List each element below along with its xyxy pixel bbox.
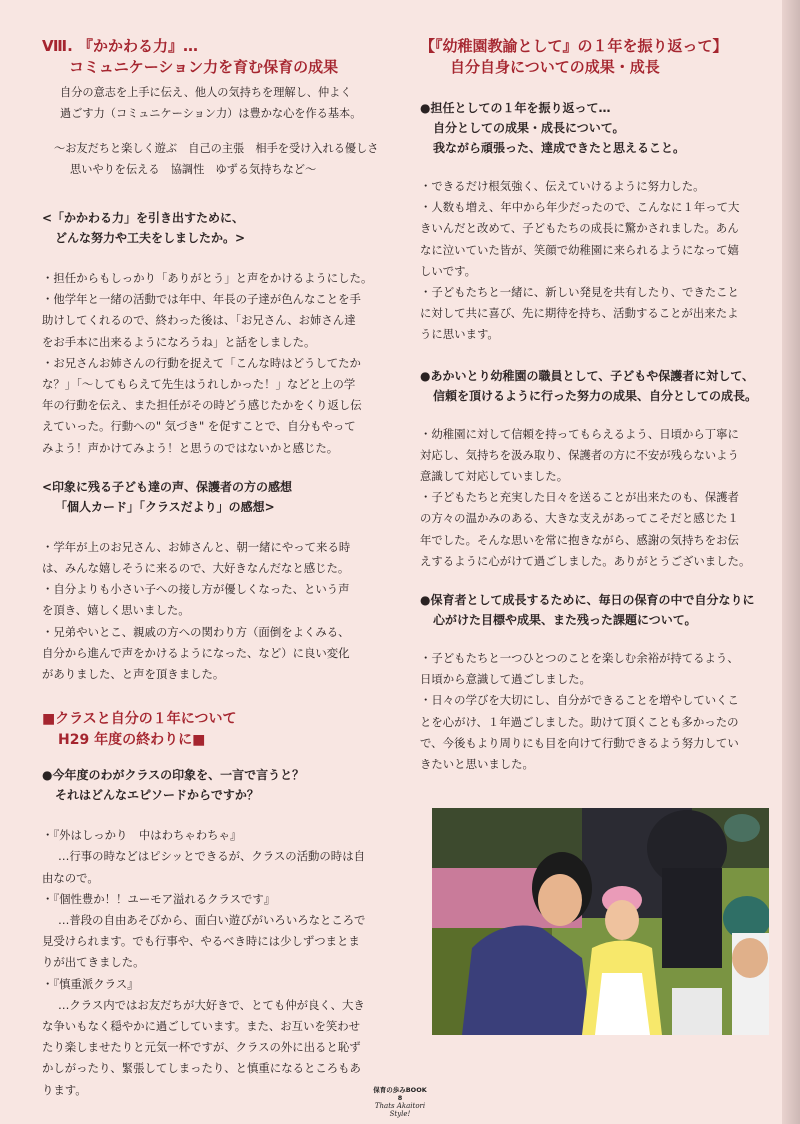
class-section-heading-line2: H29 年度の終わりに■	[58, 732, 206, 749]
body-line: ・日々の学びを大切にし、自分ができることを増やしていくこ	[420, 693, 739, 708]
body-line: 見受けられます。でも行事や、やるべき時には少しずつまとま	[42, 934, 360, 949]
body-line: 年でした。そんな思いを常に抱きながら、感謝の気持ちをお伝	[420, 532, 739, 547]
right-q1-heading-line3: 我ながら頑張った、達成できたと思えること。	[433, 141, 686, 155]
body-line: 意識して対応していました。	[420, 469, 569, 484]
class-section-heading-line1: ■クラスと自分の１年について	[42, 711, 237, 728]
body-line: うに思います。	[420, 327, 499, 342]
body-line: ・『慎重派クラス』	[42, 976, 139, 991]
right-column	[420, 36, 772, 775]
footer-page-number: 8	[397, 1094, 403, 1102]
body-line: …行事の時などはピシッとできるが、クラスの活動の時は自	[58, 849, 365, 864]
body-line: …クラス内ではお友だちが大好きで、とても仲が良く、大き	[58, 997, 365, 1012]
class-photo	[432, 808, 769, 1035]
q3-heading-line2: それはどんなエピソードからですか？	[55, 788, 259, 803]
body-line: ります。	[42, 1082, 87, 1097]
right-q3-heading-line1: ●保育者として成長するために、毎日の保育の中で自分なりに	[420, 593, 755, 608]
body-line: きいんだと改めて、子どもたちの成長に驚かされました。あん	[420, 221, 739, 236]
q1-body	[42, 268, 394, 459]
right-q3-body	[420, 648, 772, 775]
q2-body	[42, 537, 394, 685]
body-line: えするように心がけて過ごしました。ありがとうございました。	[420, 553, 751, 568]
body-line: な？」「～してもらえて先生はうれしかった！」などと上の学	[42, 377, 356, 392]
intro-line: 自分の意志を上手に伝え、他人の気持ちを理解し、仲よく	[60, 86, 352, 99]
right-q1-body	[420, 176, 772, 346]
right-q1-heading-line1: ●担任としての１年を振り返って…	[420, 101, 611, 115]
right-q2-body	[420, 424, 772, 572]
body-line: えていった。行動への" 気づき" を促すことで、自分もやって	[42, 419, 356, 434]
body-line: ・『個性豊か！！ユーモア溢れるクラスです』	[42, 891, 276, 906]
body-line: 対応し、気持ちを汲み取り、保護者の方に不安が残らないよう	[420, 447, 739, 462]
body-line: とを心がけ、１年過ごしました。助けて頂くことも多かったの	[420, 714, 739, 729]
body-line: は、みんな嬉しそうに来るので、大好きなんだなと感じた。	[42, 561, 350, 576]
body-line: かしがったり、緊張してしまったり、と慎重になるところもあ	[42, 1061, 361, 1076]
body-line: たり楽しませたりと元気一杯ですが、クラスの外に出ると恥ず	[42, 1040, 361, 1055]
body-line: ・担任からもしっかり「ありがとう」と声をかけるようにした。	[42, 271, 373, 285]
page-edge	[782, 0, 800, 1124]
body-line: ・子どもたちと一つひとつのことを楽しむ余裕が持てるよう、	[420, 651, 739, 666]
footer-signature: Thats Akaitori Style!	[374, 1102, 426, 1118]
body-line: ・『外はしっかり 中はわちゃわちゃ』	[42, 828, 242, 843]
body-line: ・幼稚園に対して信頼を持ってもらえるよう、日頃から丁寧に	[420, 426, 739, 441]
body-line: りが出てきました。	[42, 955, 145, 970]
body-line: なに泣いていた皆が、笑顔で幼稚園に来られるようになって嬉	[420, 242, 739, 257]
body-line: ・子どもたちと一緒に、新しい発見を共有したり、できたこと	[420, 285, 739, 300]
q3-body	[42, 825, 394, 1101]
body-line: がありました、と声を頂きました。	[42, 667, 225, 682]
left-column	[42, 36, 394, 1101]
section8-intro	[42, 82, 394, 124]
body-line: の方々の温かみのある、大きな支えがあってこそだと感じた１	[420, 511, 739, 526]
photo-illustration	[432, 808, 769, 1035]
body-line: な争いもなく穏やかに過ごしています。また、お互いを笑わせ	[42, 1019, 361, 1034]
body-line: ・お兄さんお姉さんの行動を捉えて「こんな時はどうしてたか	[42, 355, 361, 370]
footer-book-title: 保育の歩みBOOK	[373, 1086, 427, 1094]
q1-heading-line2: どんな努力や工夫をしましたか。>	[55, 231, 246, 245]
section8-heading-line2: コミュニケーション力を育む保育の成果	[69, 58, 339, 76]
keywords-line: ～お友だちと楽しく遊ぶ 自己の主張 相手を受け入れる優しさ	[54, 142, 379, 155]
body-line: ・学年が上のお兄さん、お姉さんと、朝一緒にやって来る時	[42, 539, 351, 554]
section8-keywords	[42, 138, 394, 180]
body-line: ・人数も増え、年中から年少だったので、こんなに１年って大	[420, 200, 740, 215]
body-line: きたいと思いました。	[420, 757, 534, 772]
q1-heading-line1: <「かかわる力」を引き出すために、	[42, 211, 245, 225]
section8-heading-line1: Ⅷ. 『かかわる力』…	[42, 37, 199, 55]
body-line: 自分から進んで声をかけるようになった、など）に良い変化	[42, 645, 350, 660]
body-line: ・子どもたちと充実した日々を送ることが出来たのも、保護者	[420, 490, 739, 505]
keywords-line: 思いやりを伝える 協調性 ゆずる気持ちなど～	[70, 163, 317, 176]
body-line: をお手本に出来るようになろうね」と話をしました。	[42, 334, 316, 349]
body-line: ・できるだけ根気強く、伝えていけるように努力した。	[420, 179, 705, 193]
page-footer	[370, 1086, 430, 1118]
intro-line: 過ごす力（コミュニケーション力）は豊かな心を作る基本。	[60, 107, 362, 120]
body-line: 由なので。	[42, 870, 99, 885]
body-line: みよう！声かけてみよう！と思うのではないかと感じた。	[42, 440, 339, 455]
right-q2-heading-line1: ●あかいとり幼稚園の職員として、子どもや保護者に対して、	[420, 368, 754, 383]
body-line: 助けしてくれるので、終わった後は、「お兄さん、お姉さん達	[42, 313, 356, 328]
body-line: 年の行動を伝え、また担任がその時どう感じたかをくり返し伝	[42, 398, 362, 413]
body-line: …普段の自由あそびから、面白い遊びがいろいろなところで	[58, 913, 366, 928]
body-line: ・兄弟やいとこ、親戚の方への関わり方（面倒をよくみる、	[42, 624, 350, 639]
right-section-heading-line2: 自分自身についての成果・成長	[450, 58, 660, 76]
body-line: を頂き、嬉しく思いました。	[42, 603, 190, 618]
body-line: しいです。	[420, 263, 477, 278]
right-q3-heading-line2: 心がけた目標や成果、また残った課題について。	[433, 613, 697, 628]
q3-heading-line1: ●今年度のわがクラスの印象を、一言で言うと？	[42, 768, 305, 783]
body-line: で、今後もより周りにも目を向けて行動できるよう努力してい	[420, 735, 739, 750]
q2-heading-line2: 「個人カード」「クラスだより」の感想>	[55, 499, 275, 514]
body-line: 日頃から意識して過ごしました。	[420, 672, 591, 687]
body-line: ・他学年と一緒の活動では年中、年長の子達が色んなことを手	[42, 292, 361, 307]
right-q2-heading-line2: 信頼を頂けるように行った努力の成果、自分としての成長。	[433, 388, 758, 403]
right-section-heading-line1: 【『幼稚園教諭として』の１年を振り返って】	[420, 37, 728, 55]
body-line: に対して共に喜び、先に期待を持ち、活動することが出来たよ	[420, 306, 739, 321]
q2-heading-line1: <印象に残る子ども達の声、保護者の方の感想	[42, 479, 293, 494]
right-q1-heading-line2: 自分としての成果・成長について。	[433, 121, 625, 135]
body-line: ・自分よりも小さい子への接し方が優しくなった、という声	[42, 582, 350, 597]
